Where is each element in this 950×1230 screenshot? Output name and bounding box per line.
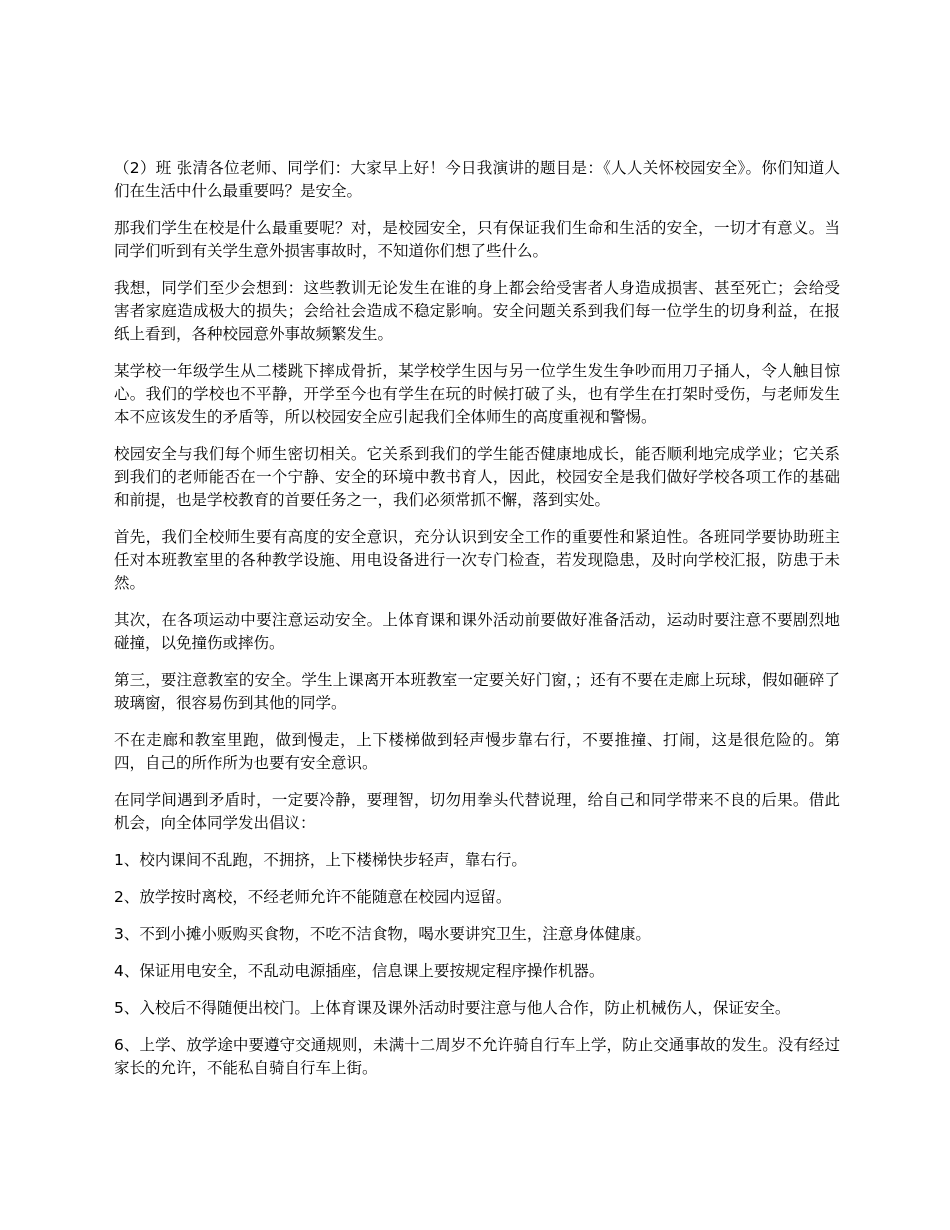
list-item: 3、不到小摊小贩购买食物，不吃不洁食物，喝水要讲究卫生，注意身体健康。 xyxy=(114,925,651,943)
paragraph-first: 首先，我们全校师生要有高度的安全意识，充分认识到安全工作的重要性和紧迫性。各班同学要协助班主任对本班教室里的各种教学设施、用电设备进行一次专门检查，若发现隐患，及时向学校汇报，防患于未然。 xyxy=(114,528,840,592)
paragraph-fourth: 不在走廊和教室里跑，做到慢走，上下楼梯做到轻声慢步靠右行，不要推撞、打闹，这是很危险的。第四，自己的所作所为也要有安全意识。 xyxy=(114,731,840,772)
speech-body xyxy=(114,157,840,1094)
list-item: 5、入校后不得随便出校门。上体育课及课外活动时要注意与他人合作，防止机械伤人，保证安全。 xyxy=(114,999,791,1017)
paragraph-intro: （2）班 张清各位老师、同学们：大家早上好！今日我演讲的题目是：《人人关怀校园安全》。你们知道人们在生活中什么最重要吗？是安全。 xyxy=(114,159,840,200)
paragraph-lessons: 我想，同学们至少会想到：这些教训无论发生在谁的身上都会给受害者人身造成损害、甚至死亡；会给受害者家庭造成极大的损失；会给社会造成不稳定影响。安全问题关系到我们每一位学生的切身利益，在报纸上看到，各种校园意外事故频繁发生。 xyxy=(114,279,840,343)
paragraph-third: 第三，要注意教室的安全。学生上课离开本班教室一定要关好门窗，；还有不要在走廊上玩球，假如砸碎了玻璃窗，很容易伤到其他的同学。 xyxy=(114,671,840,712)
list-item: 4、保证用电安全，不乱动电源插座，信息课上要按规定程序操作机器。 xyxy=(114,962,605,980)
paragraph-incidents: 某学校一年级学生从二楼跳下摔成骨折，某学校学生因与另一位学生发生争吵而用刀子捅人，令人触目惊心。我们的学校也不平静，开学至今也有学生在玩的时候打破了头，也有学生在打架时受伤，与老师发生本不应该发生的矛盾等，所以校园安全应引起我们全体师生的高度重视和警惕。 xyxy=(114,362,840,426)
paragraph-campus-safety: 那我们学生在校是什么最重要呢？对，是校园安全，只有保证我们生命和生活的安全，一切才有意义。当同学们听到有关学生意外损害事故时，不知道你们想了些什么。 xyxy=(114,219,840,260)
paragraph-importance: 校园安全与我们每个师生密切相关。它关系到我们的学生能否健康地成长，能否顺利地完成学业；它关系到我们的老师能否在一个宁静、安全的环境中教书育人，因此，校园安全是我们做好学校各项工作的基础和前提，也是学校教育的首要任务之一，我们必须常抓不懈，落到实处。 xyxy=(114,445,840,509)
list-item: 2、放学按时离校，不经老师允许不能随意在校园内逗留。 xyxy=(114,888,512,906)
paragraph-second: 其次，在各项运动中要注意运动安全。上体育课和课外活动前要做好准备活动，运动时要注意不要剧烈地碰撞，以免撞伤或摔伤。 xyxy=(114,611,840,652)
list-item: 6、上学、放学途中要遵守交通规则，未满十二周岁不允许骑自行车上学，防止交通事故的发生。没有经过家长的允许，不能私自骑自行车上街。 xyxy=(114,1036,840,1077)
list-item: 1、校内课间不乱跑，不拥挤，上下楼梯快步轻声，靠右行。 xyxy=(114,851,527,869)
paragraph-proposal: 在同学间遇到矛盾时，一定要冷静，要理智，切勿用拳头代替说理，给自己和同学带来不良的后果。借此机会，向全体同学发出倡议： xyxy=(114,791,840,832)
